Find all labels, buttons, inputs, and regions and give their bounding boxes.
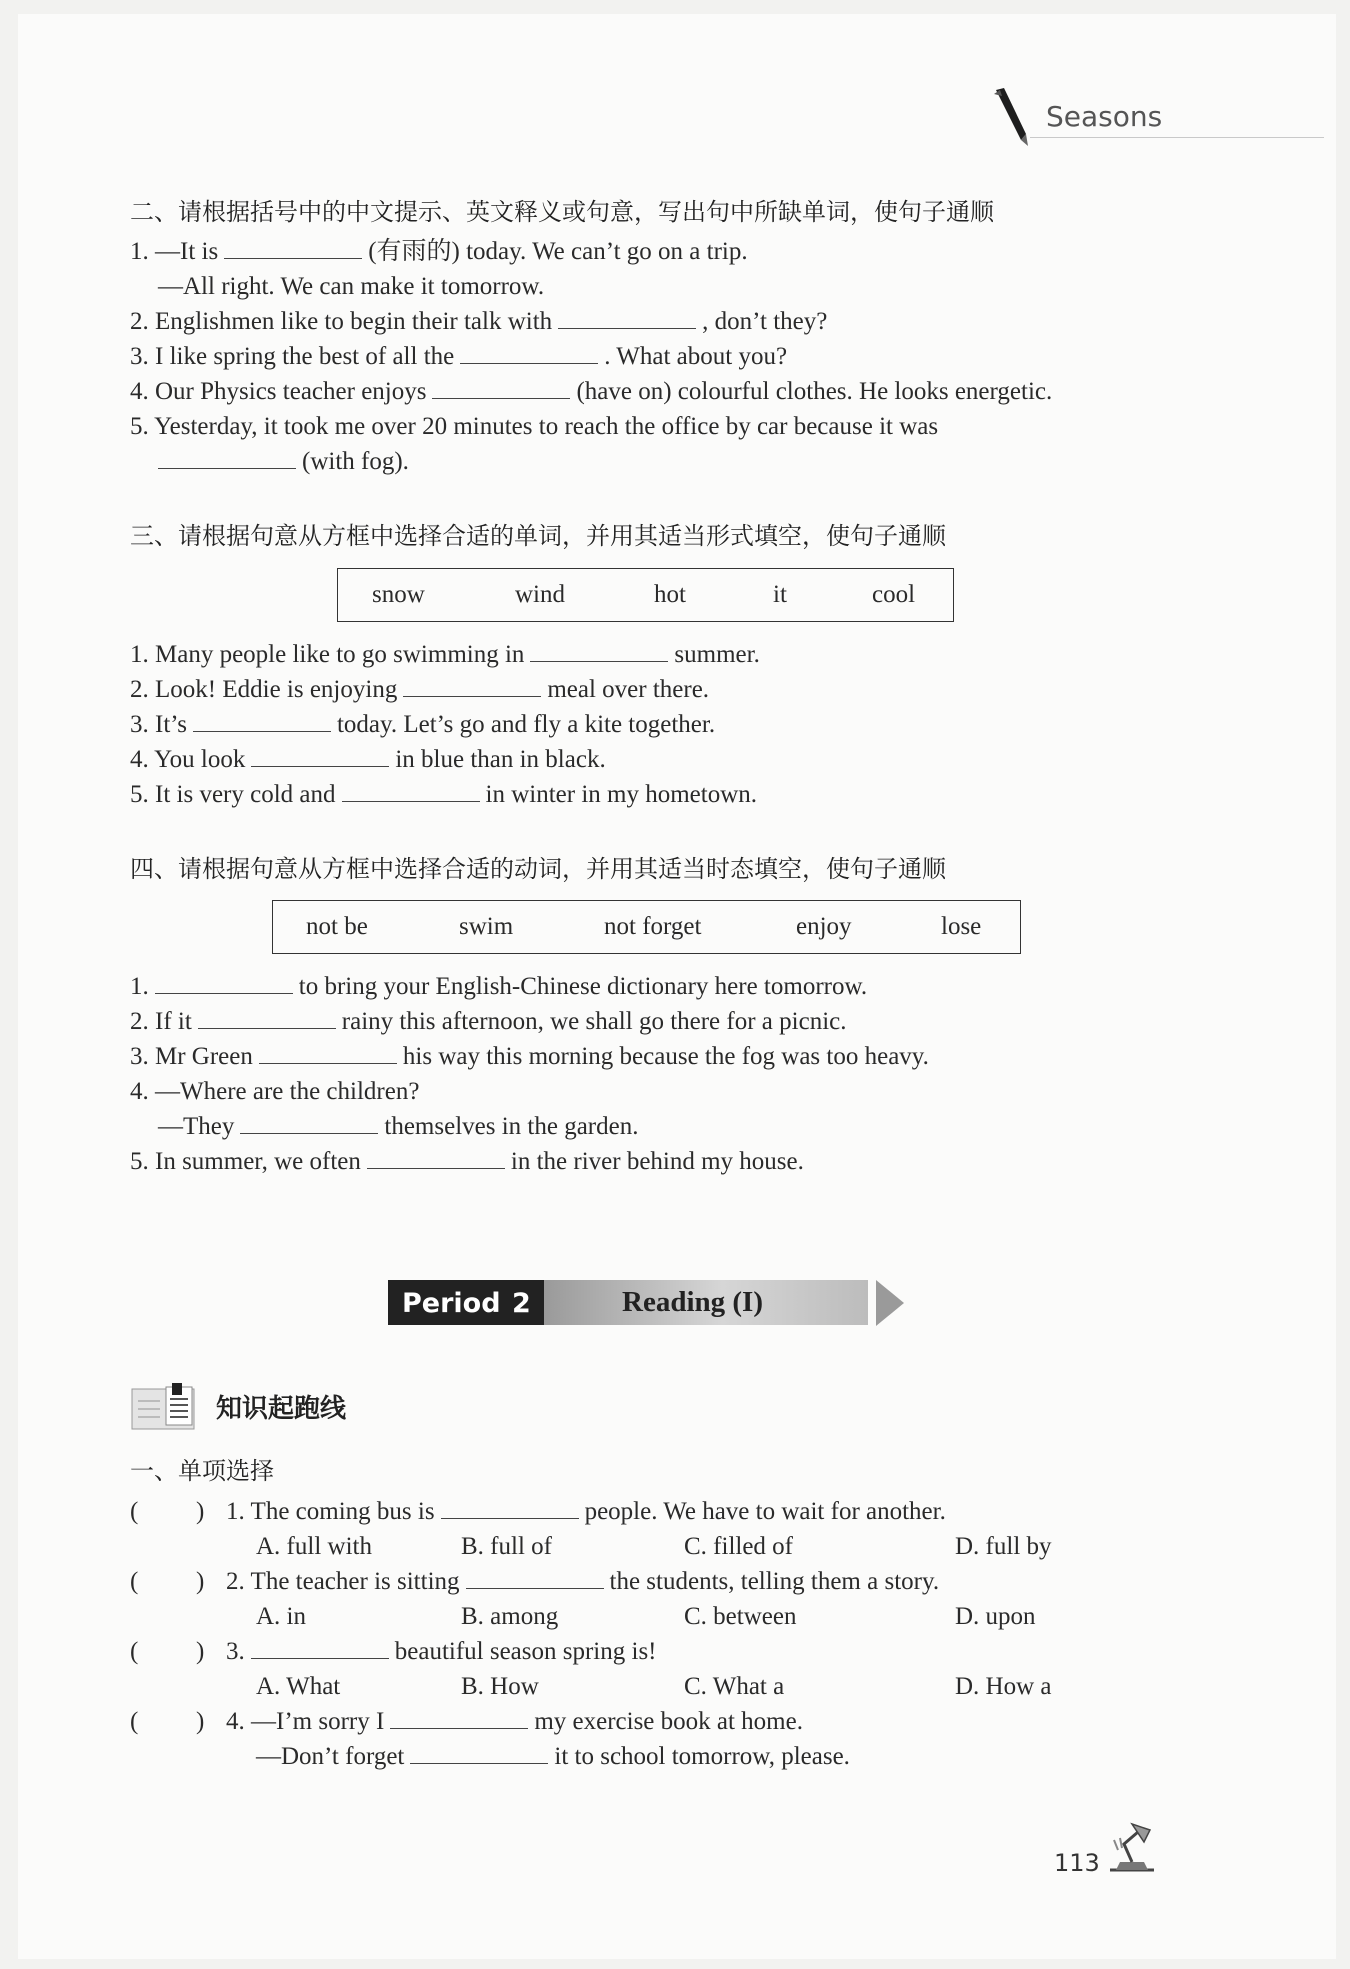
answer-blank[interactable] xyxy=(403,674,541,697)
header-rule xyxy=(1030,137,1324,138)
answer-paren-close: ) xyxy=(196,1708,205,1735)
answer-blank[interactable] xyxy=(240,1111,378,1134)
mc-option[interactable]: C. filled of xyxy=(684,1533,794,1560)
s4-item-5: 5. In summer, we often in the river behind my house. xyxy=(130,1148,804,1175)
desk-lamp-icon xyxy=(1104,1820,1160,1876)
mc-option[interactable]: D. How a xyxy=(955,1673,1052,1700)
mc-option[interactable]: C. between xyxy=(684,1603,797,1630)
s3-item-1: 1. Many people like to go swimming in summer. xyxy=(130,641,760,668)
period-label: Period xyxy=(402,1288,501,1319)
mc-option[interactable]: A. full with xyxy=(256,1533,372,1560)
mc-option[interactable]: B. among xyxy=(461,1603,559,1630)
mc-heading: 一、单项选择 xyxy=(130,1457,274,1485)
answer-blank[interactable] xyxy=(158,446,296,469)
answer-blank[interactable] xyxy=(251,1636,389,1659)
answer-blank[interactable] xyxy=(441,1496,579,1519)
mc-option[interactable]: B. How xyxy=(461,1673,539,1700)
s2-item-5: 5. Yesterday, it took me over 20 minutes to reach the office by car because it was xyxy=(130,413,939,440)
arrow-right-icon xyxy=(874,1278,906,1328)
s4-item-1: 1. to bring your English-Chinese dictionary here tomorrow. xyxy=(130,973,868,1000)
section4-heading: 四、请根据句意从方框中选择合适的动词，并用其适当时态填空，使句子通顺 xyxy=(130,855,946,883)
book-icon xyxy=(130,1383,198,1433)
s2-item-1: 1. —It is (有雨的) today. We can’t go on a trip. xyxy=(130,238,748,265)
word-option: snow xyxy=(372,581,425,608)
mc-option[interactable]: D. upon xyxy=(955,1603,1036,1630)
mc-question-4-reply: —Don’t forget it to school tomorrow, please. xyxy=(256,1743,850,1770)
answer-blank[interactable] xyxy=(410,1741,548,1764)
answer-paren-open: ( xyxy=(130,1568,139,1595)
answer-blank[interactable] xyxy=(155,971,293,994)
word-option: lose xyxy=(941,913,982,940)
word-option: not forget xyxy=(604,913,702,940)
answer-blank[interactable] xyxy=(432,376,570,399)
s3-item-4: 4. You look in blue than in black. xyxy=(130,746,606,773)
s4-item-2: 2. If it rainy this afternoon, we shall go there for a picnic. xyxy=(130,1008,847,1035)
answer-blank[interactable] xyxy=(460,341,598,364)
answer-blank[interactable] xyxy=(466,1566,604,1589)
word-option: wind xyxy=(515,581,565,608)
header-title: Seasons xyxy=(1046,100,1163,133)
s2-item-4: 4. Our Physics teacher enjoys (have on) colourful clothes. He looks energetic. xyxy=(130,378,1053,405)
answer-blank[interactable] xyxy=(342,779,480,802)
mc-question-1: 1. The coming bus is people. We have to wait for another. xyxy=(226,1498,946,1525)
answer-slot[interactable] xyxy=(144,1564,194,1596)
s2-item-3: 3. I like spring the best of all the . What about you? xyxy=(130,343,788,370)
s3-item-2: 2. Look! Eddie is enjoying meal over there. xyxy=(130,676,710,703)
word-option: cool xyxy=(872,581,916,608)
section2-heading: 二、请根据括号中的中文提示、英文释义或句意，写出句中所缺单词，使句子通顺 xyxy=(130,198,994,226)
answer-blank[interactable] xyxy=(251,744,389,767)
answer-slot[interactable] xyxy=(144,1634,194,1666)
answer-blank[interactable] xyxy=(193,709,331,732)
answer-blank[interactable] xyxy=(558,306,696,329)
mc-question-4: 4. —I’m sorry I my exercise book at home. xyxy=(226,1708,803,1735)
section3-heading: 三、请根据句意从方框中选择合适的单词，并用其适当形式填空，使句子通顺 xyxy=(130,522,946,550)
word-option: enjoy xyxy=(796,913,852,940)
mc-question-2: 2. The teacher is sitting the students, telling them a story. xyxy=(226,1568,940,1595)
s4-item-3: 3. Mr Green his way this morning because the fog was too heavy. xyxy=(130,1043,929,1070)
s3-item-3: 3. It’s today. Let’s go and fly a kite together. xyxy=(130,711,716,738)
period-label-box xyxy=(388,1280,544,1325)
word-box-4 xyxy=(272,900,1021,954)
page-number: 113 xyxy=(1054,1849,1100,1877)
answer-paren-open: ( xyxy=(130,1498,139,1525)
period-number: 2 xyxy=(512,1288,531,1319)
s2-item-1-reply: —All right. We can make it tomorrow. xyxy=(158,273,545,300)
answer-paren-open: ( xyxy=(130,1638,139,1665)
answer-slot[interactable] xyxy=(144,1704,194,1736)
word-box-3 xyxy=(337,568,954,622)
answer-blank[interactable] xyxy=(259,1041,397,1064)
pen-icon xyxy=(988,86,1038,152)
mc-option[interactable]: B. full of xyxy=(461,1533,552,1560)
word-option: it xyxy=(773,581,787,608)
s4-item-4: 4. —Where are the children? xyxy=(130,1078,420,1105)
s4-item-4-reply: —They themselves in the garden. xyxy=(158,1113,639,1140)
answer-blank[interactable] xyxy=(367,1146,505,1169)
answer-paren-close: ) xyxy=(196,1498,205,1525)
knowledge-title: 知识起跑线 xyxy=(216,1394,347,1424)
period-title: Reading (I) xyxy=(622,1286,763,1318)
mc-question-3: 3. beautiful season spring is! xyxy=(226,1638,657,1665)
answer-paren-close: ) xyxy=(196,1638,205,1665)
word-option: hot xyxy=(654,581,686,608)
answer-paren-open: ( xyxy=(130,1708,139,1735)
answer-blank[interactable] xyxy=(530,639,668,662)
word-option: not be xyxy=(306,913,368,940)
mc-option[interactable]: D. full by xyxy=(955,1533,1052,1560)
answer-blank[interactable] xyxy=(390,1706,528,1729)
s2-item-5-cont: (with fog). xyxy=(152,446,409,478)
mc-option[interactable]: A. in xyxy=(256,1603,306,1630)
mc-option[interactable]: A. What xyxy=(256,1673,341,1700)
answer-blank[interactable] xyxy=(224,236,362,259)
answer-slot[interactable] xyxy=(144,1494,194,1526)
answer-paren-close: ) xyxy=(196,1568,205,1595)
period-title-box xyxy=(544,1280,868,1325)
s2-item-2: 2. Englishmen like to begin their talk with , don’t they? xyxy=(130,308,828,335)
mc-option[interactable]: C. What a xyxy=(684,1673,785,1700)
answer-blank[interactable] xyxy=(198,1006,336,1029)
s3-item-5: 5. It is very cold and in winter in my hometown. xyxy=(130,781,758,808)
word-option: swim xyxy=(459,913,514,940)
